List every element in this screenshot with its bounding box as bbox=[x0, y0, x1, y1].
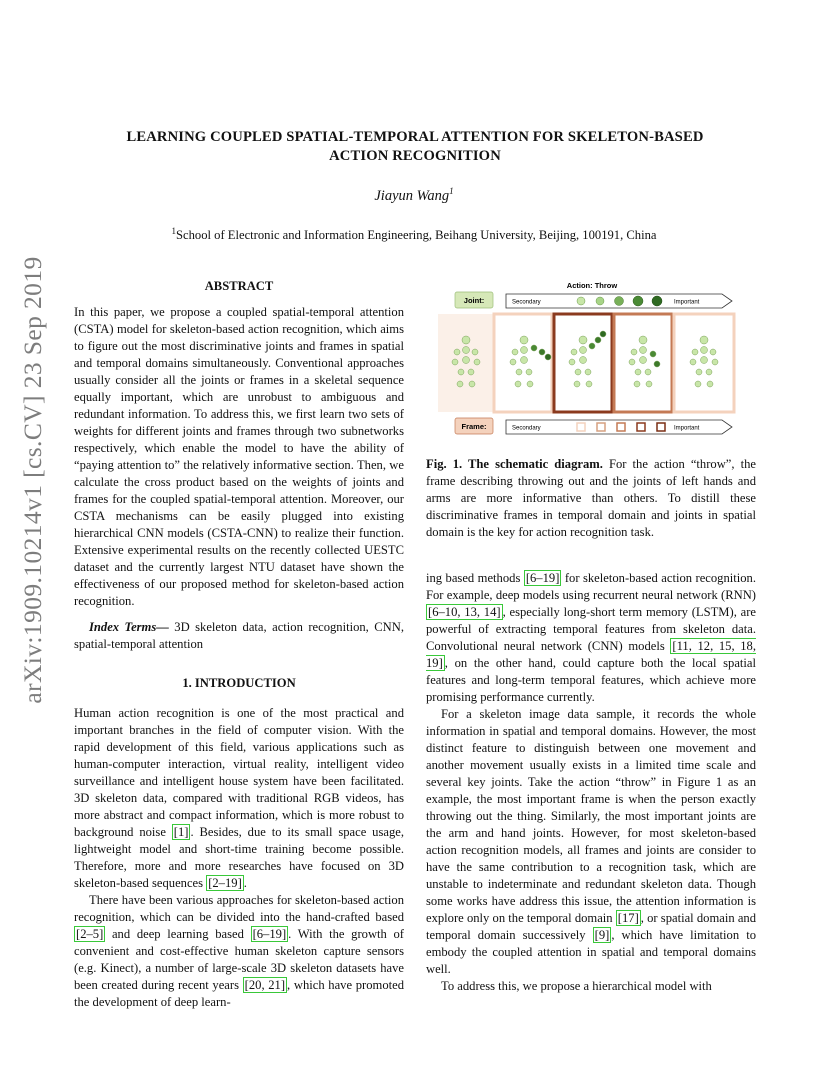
action-label: Action: Throw bbox=[566, 281, 618, 290]
author-name: Jiayun Wang bbox=[374, 188, 450, 204]
text-run: . Besides, due to its small space usage, lightweight model and short-time training become possible. Therefore, more and more researches have focused on 3D skeleton-based sequences bbox=[74, 825, 404, 890]
abstract-heading: ABSTRACT bbox=[204, 279, 274, 293]
affiliation bbox=[0, 225, 828, 243]
text-run: Human action recognition is one of the most practical and important branches in the field of computer vision. With the rapid development of this field, various applications such as human-computer interaction, virtual reality, intelligent video surveillance and intelligent house system have been facilitated. 3D skeleton data, compared with traditional RGB videos, has more abstract and compact information, which is more robust to background noise bbox=[74, 706, 404, 839]
text-run: For a skeleton image data sample, it records the whole information in spatial and temporal domains. However, the most distinct feature to distinguish between one movement and another movement usually exists in a limited time scale and several key joints. Take the action “throw” in Figure 1 as an example, the most important frame is when the person exactly throwing out the thing. Similarly, the most important joints are the arm and hand joints. However, for most skeleton-based action recognition models, all frames and joints are consider to have the same contribution to a recognition task, which are unstable to indeterminate and redundant skeleton data. Though some works have address this issue, the attention information is explore only on the temporal domain bbox=[426, 707, 756, 925]
text-run: , especially long-short term memory (LSTM), are powerful of extracting temporal features from skeleton data. Convolutional neural network (CNN) models bbox=[426, 605, 756, 653]
text-run: . bbox=[243, 876, 247, 890]
arxiv-id: arXiv:1909.10214v1 [cs.CV] 23 Sep 2019 bbox=[18, 256, 47, 704]
title-line-1: LEARNING COUPLED SPATIAL-TEMPORAL ATTENTION FOR SKELETON-BASED bbox=[126, 129, 704, 145]
left-column bbox=[74, 278, 404, 1011]
author bbox=[0, 188, 828, 205]
citation-link[interactable]: [6–19] bbox=[252, 927, 287, 941]
text-run: and deep learning based bbox=[105, 927, 251, 941]
right-paragraph-1 bbox=[426, 570, 756, 706]
arxiv-sidebar bbox=[10, 256, 56, 704]
index-terms-text: 3D skeleton data, action recognition, CNN, spatial-temporal attention bbox=[74, 620, 405, 651]
affiliation-text: School of Electronic and Information Engineering, Beihang University, Beijing, 100191, China bbox=[176, 228, 657, 242]
index-terms bbox=[74, 619, 404, 653]
citation-link[interactable]: [1] bbox=[173, 825, 189, 839]
text-run: for skeleton-based action recognition. For example, deep models using recurrent neural network (RNN) bbox=[426, 571, 757, 602]
intro-heading: 1. INTRODUCTION bbox=[182, 676, 296, 690]
text-run: ing based methods bbox=[426, 571, 524, 585]
schematic-diagram bbox=[438, 280, 754, 440]
citation-link[interactable]: [2–5] bbox=[76, 927, 104, 941]
frame-label: Frame: bbox=[461, 422, 487, 431]
caption-label: Fig. 1 bbox=[426, 457, 460, 471]
figure-caption bbox=[426, 456, 756, 541]
joint-label: Joint: bbox=[463, 296, 485, 305]
caption-title: . The schematic diagram. bbox=[459, 457, 603, 471]
right-paragraph-3: To address this, we propose a hierarchical model with bbox=[441, 979, 712, 993]
title-line-2: ACTION RECOGNITION bbox=[329, 148, 501, 164]
abstract-text: In this paper, we propose a coupled spatial-temporal attention (CSTA) model for skeleton-based action recognition, which aims to figure out the most discriminative joints and frames in spatial and temporal domains simultaneously. Conventional approaches usually consider all the joints or frames in a skeletal sequence equally important, which are unrobust to ambiguous and redundant information. To address this, we first learn two sets of weights for different joints and frames through two subnetworks respectively, which enable the model to have the ability of “paying attention to” the relatively informative section. Then, we calculate the cross product based on the weights of joints and frames for the coupled spatial-temporal attention. Moreover, our CSTA mechanisms can be easily plugged into existing hierarchical CNN models (CSTA-CNN) to realize their function. Extensive experimental results on the recently collected UESTC dataset and the currently largest NTU dataset have shown the effectiveness of our proposed method for skeleton-based action recognition. bbox=[74, 305, 404, 608]
citation-link[interactable]: [11, 12, 15, 18, 19] bbox=[426, 639, 756, 670]
frame-secondary: Secondary bbox=[512, 425, 541, 432]
right-paragraph-2 bbox=[426, 706, 756, 978]
author-sup: 1 bbox=[449, 186, 454, 197]
citation-link[interactable]: [6–19] bbox=[525, 571, 560, 585]
text-run: , or spatial domain and temporal domain successively bbox=[426, 911, 756, 942]
frame-important: Important bbox=[674, 425, 700, 432]
intro-paragraph-1 bbox=[74, 705, 404, 892]
schematic-figure bbox=[438, 280, 754, 440]
citation-link[interactable]: [17] bbox=[617, 911, 639, 925]
text-run: There have been various approaches for skeleton-based action recognition, which can be divided into the hand-crafted based bbox=[74, 893, 404, 924]
affil-sup: 1 bbox=[171, 225, 177, 236]
citation-link[interactable]: [20, 21] bbox=[244, 978, 286, 992]
text-run: , which have limitation to embody the coupled attention in spatial and temporal domains well. bbox=[426, 928, 756, 976]
intro-paragraph-2 bbox=[74, 892, 404, 1011]
citation-link[interactable]: [2–19] bbox=[208, 876, 242, 890]
citation-link[interactable]: [6–10, 13, 14] bbox=[428, 605, 501, 619]
text-run: , which have promoted the development of deep learn- bbox=[74, 978, 404, 1009]
index-terms-label: Index Terms— bbox=[89, 620, 169, 634]
joint-important: Important bbox=[674, 299, 700, 306]
caption-text: For the action “throw”, the frame describing throwing out and the joints of left hands and arms are more informative than others. To distill these discriminative frames in temporal domain and joints in spatial domain is the key for action recognition task. bbox=[426, 457, 757, 539]
right-column bbox=[426, 570, 756, 995]
text-run: . With the growth of convenient and cost-effective human skeleton capture sensors (e.g. Kinect), a number of large-scale 3D skeleton datasets have been created during recent years bbox=[74, 927, 404, 992]
joint-secondary: Secondary bbox=[512, 299, 541, 306]
frame-strip bbox=[438, 314, 734, 412]
text-run: , on the other hand, could capture both the local spatial features and long-term temporal features, which achieve more promising performance currently. bbox=[426, 656, 756, 704]
citation-link[interactable]: [9] bbox=[594, 928, 610, 942]
paper-title bbox=[90, 128, 740, 166]
